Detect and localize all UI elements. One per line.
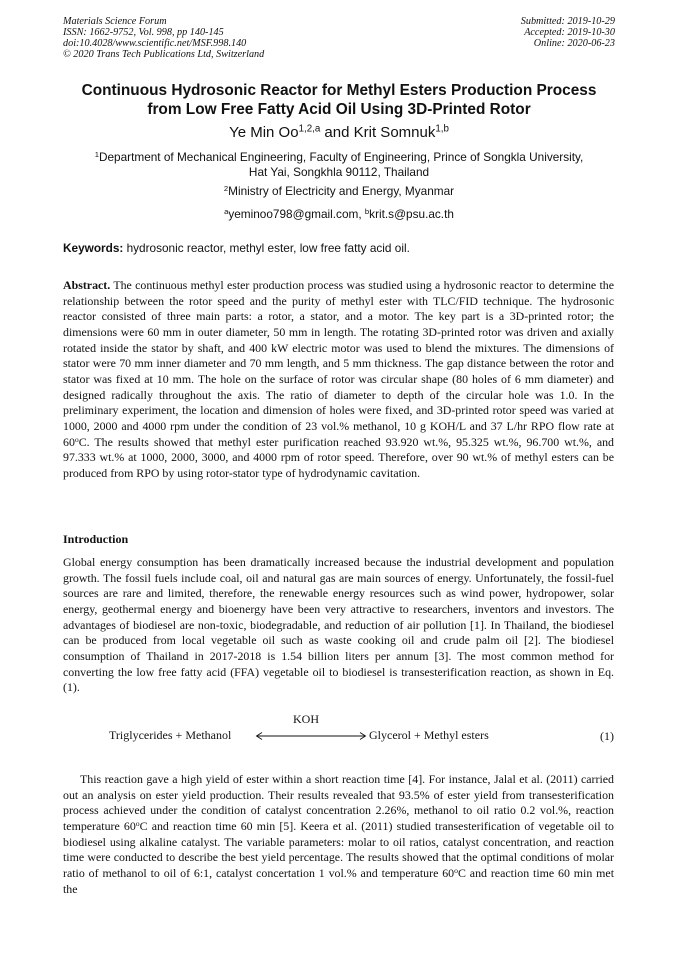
keywords-label: Keywords: bbox=[63, 241, 124, 255]
paper-title bbox=[40, 81, 638, 119]
equation-reactants: Triglycerides + Methanol bbox=[109, 728, 232, 742]
abstract bbox=[63, 278, 614, 482]
journal-info bbox=[63, 16, 264, 60]
introduction-paragraph-1: Global energy consumption has been dramatically increased because the industrial development and population growth. The fossil fuels include coal, oil and natural gas are main sources of energy. Unfortunately, the fossil-fuel sources are rare and limited, therefore, the renewable energy resources such as wind power, hydropower, solar energy, geothermal energy and bioenergy have been very attractive to researchers, inventors and investors. The advantages of biodiesel are non-toxic, biodegradable, and reduction of air pollution [1]. In Thailand, the biodiesel can be produced from local vegetable oil such as waste cooking oil and crude palm oil [2]. The biodiesel consumption of Thailand in 2017-2018 is 1.54 billion liters per annum [3]. The most common method for converting the low free fatty acid (FFA) vegetable oil to biodiesel is transesterification reaction, as shown in Eq. (1). bbox=[63, 555, 614, 695]
author-list bbox=[0, 124, 678, 142]
intro-p2-degree-mark-2: o bbox=[454, 865, 458, 875]
keywords-text: hydrosonic reactor, methyl ester, low free fatty acid oil. bbox=[123, 241, 410, 255]
author-1-affiliation-mark: 1,2,a bbox=[298, 123, 321, 135]
issn-line: ISSN: 1662-9752, Vol. 998, pp 140-145 bbox=[63, 27, 224, 38]
affiliation-1-mark: 1 bbox=[94, 149, 99, 159]
title-line-1: Continuous Hydrosonic Reactor for Methyl Esters Production Process bbox=[81, 82, 597, 99]
online-date: Online: 2020-06-23 bbox=[533, 38, 615, 49]
affiliation-1-line-2: Hat Yai, Songkhla 90112, Thailand bbox=[248, 164, 430, 179]
equation-products: Glycerol + Methyl esters bbox=[369, 728, 489, 742]
introduction-paragraph-2 bbox=[63, 772, 614, 897]
author-emails bbox=[60, 207, 618, 222]
equation-number: (1) bbox=[600, 729, 614, 743]
copyright-line: © 2020 Trans Tech Publications Ltd, Switzerland bbox=[63, 49, 265, 60]
introduction-heading: Introduction bbox=[63, 532, 129, 546]
affiliation-1 bbox=[60, 150, 618, 179]
email-a: yeminoo798@gmail.com, bbox=[228, 207, 365, 221]
author-2: Krit Somnuk bbox=[353, 124, 436, 141]
author-conjunction: and bbox=[320, 124, 354, 141]
author-2-affiliation-mark: 1,b bbox=[435, 123, 449, 135]
abstract-label: Abstract. bbox=[63, 278, 111, 292]
equation-catalyst: KOH bbox=[293, 712, 319, 726]
intro-p2-text-3: C and reaction time 60 min met the bbox=[63, 865, 614, 896]
submitted-date: Submitted: 2019-10-29 bbox=[520, 16, 615, 27]
journal-name: Materials Science Forum bbox=[63, 16, 167, 27]
affiliation-2-mark: 2 bbox=[223, 183, 229, 193]
affiliation-2 bbox=[60, 184, 618, 199]
doi-line: doi:10.4028/www.scientific.net/MSF.998.140 bbox=[63, 38, 247, 49]
affiliation-2-text: Ministry of Electricity and Energy, Myanmar bbox=[228, 184, 455, 198]
affiliation-1-line-1: Department of Mechanical Engineering, Faculty of Engineering, Prince of Songkla University, bbox=[98, 150, 584, 164]
email-b-mark: b bbox=[364, 206, 370, 216]
submission-dates bbox=[521, 16, 615, 49]
abstract-degree-mark: o bbox=[74, 434, 79, 444]
transesterification-equation bbox=[109, 728, 614, 744]
email-b: krit.s@psu.ac.th bbox=[369, 207, 454, 221]
intro-p2-text-1: This reaction gave a high yield of ester within a short reaction time [4]. For instance, Jalal et al. (2011) carried out an analysis on ester yield production. Their results revealed that 93.5% of ester yield from transesterification process achieved under the condition of catalyst concentration 2.26%, methanol to oil ratio 0.2 vol.%, reaction temperature 60 bbox=[63, 772, 614, 833]
accepted-date: Accepted: 2019-10-30 bbox=[524, 27, 615, 38]
email-a-mark: a bbox=[224, 206, 229, 216]
abstract-text-1: The continuous methyl ester production process was studied using a hydrosonic reactor to determine the relationship between the rotor speed and the purity of methyl ester with TLC/FID technique. The hydrosonic reactor consisted of three main parts: a rotor, a stator, and a motor. The key part is a 3D-printed rotor; the dimensions were 60 mm in outer diameter, 50 mm in length. The rotating 3D-printed rotor was driven and axially rotated inside the stator by shaft, and 400 kW electric motor was used to blend the mixtures. The dimensions of stator were 70 mm inner diameter and 70 mm length, and 5 mm thickness. The gap distance between the rotor and stator was fixed at 10 mm. The hole on the surface of rotor was circular shape (80 holes of 6 mm diameter) and designed radically throughout the axis. The ratio of diameter to depth of the circular hole was 1.0. In the preliminary experiment, the location and dimension of holes were fixed, and 3D-printed rotor speed was varied at 1000, 2000 and 4000 rpm under the condition of 23 vol.% methanol, 10 g KOH/L and 37 L/hr RPO flow rate at 60 bbox=[63, 278, 614, 449]
title-line-2: from Low Free Fatty Acid Oil Using 3D-Printed Rotor bbox=[147, 101, 531, 118]
keywords bbox=[63, 241, 615, 256]
intro-p2-text-2: C and reaction time 60 min [5]. Keera et al. (2011) studied transesterification of vegetable oil to biodiesel using alkaline catalyst. The variable parameters: molar to oil ratios, catalyst concentration, and reaction time were conducted to describe the best yield percentage. The results showed that the optimal conditions of molar ratio of methanol to oil of 6:1, catalyst concertation 1 vol.% and temperature 60 bbox=[63, 818, 614, 880]
author-1: Ye Min Oo bbox=[229, 124, 299, 141]
abstract-text-2: C. The results showed that methyl ester purification reached 93.920 wt.%, 95.325 wt.%, 96.700 wt.%, and 97.333 wt.% at 1000, 2000, 3000, and 4000 rpm of rotor speed. Therefore, over 90 wt.% of methyl esters can be produced from RPO by using rotor-stator type of hydrodynamic cavitation. bbox=[63, 434, 614, 480]
intro-p2-degree-mark-1: o bbox=[135, 818, 140, 828]
reversible-arrow-icon bbox=[255, 730, 367, 742]
